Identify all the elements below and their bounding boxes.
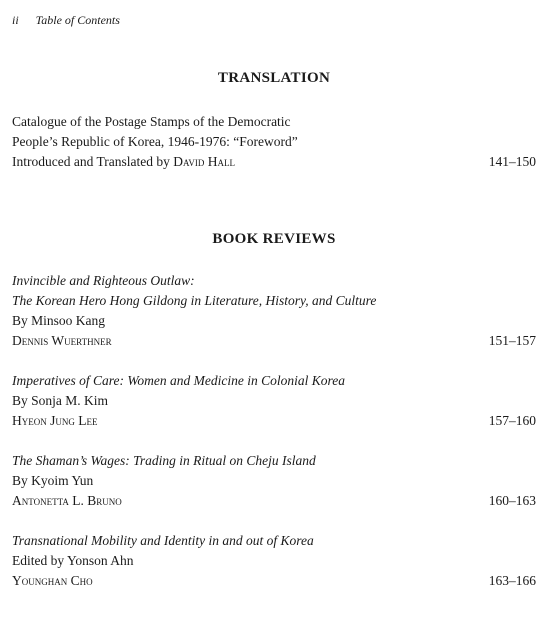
book-title-line: Imperatives of Care: Women and Medicine in Colonial Korea xyxy=(12,373,345,388)
toc-entry-review xyxy=(12,371,536,431)
toc-entry-review xyxy=(12,271,536,351)
entry-title-line: People’s Republic of Korea, 1946-1976: “Foreword” xyxy=(12,134,298,149)
page-range: 160–163 xyxy=(488,493,536,508)
reviewer-name: Hyeon Jung Lee xyxy=(12,413,98,428)
translator-name: David Hall xyxy=(173,154,235,169)
page-range: 151–157 xyxy=(488,333,536,348)
reviewer-name: Dennis Wuerthner xyxy=(12,333,112,348)
toc-entry-review xyxy=(12,451,536,511)
page-number: ii xyxy=(12,13,19,27)
page-range: 141–150 xyxy=(488,154,536,169)
book-author: By Minsoo Kang xyxy=(12,313,106,328)
reviewer-line xyxy=(12,411,536,431)
book-title-line: Invincible and Righteous Outlaw: xyxy=(12,273,195,288)
book-title-line: The Shaman’s Wages: Trading in Ritual on Cheju Island xyxy=(12,453,316,468)
page-range: 163–166 xyxy=(488,573,536,588)
book-title-line: Transnational Mobility and Identity in and out of Korea xyxy=(12,533,314,548)
running-title: Table of Contents xyxy=(35,13,120,27)
running-header xyxy=(12,13,120,28)
entry-title-line: Catalogue of the Postage Stamps of the Democratic xyxy=(12,114,291,129)
reviewer-name: Younghan Cho xyxy=(12,573,93,588)
toc-entry-translation xyxy=(12,112,536,172)
reviewer-line xyxy=(12,571,536,591)
credit-prefix: Introduced and Translated by xyxy=(12,154,174,169)
page-range: 157–160 xyxy=(488,413,536,428)
entry-credit xyxy=(12,152,536,172)
section-title-translation: TRANSLATION xyxy=(217,70,331,86)
section-title-book-reviews: BOOK REVIEWS xyxy=(212,231,336,247)
book-title-line: The Korean Hero Hong Gildong in Literature, History, and Culture xyxy=(12,293,377,308)
toc-entry-review xyxy=(12,531,536,591)
reviewer-line xyxy=(12,491,536,511)
book-author: By Kyoim Yun xyxy=(12,473,94,488)
reviewer-name: Antonetta L. Bruno xyxy=(12,493,122,508)
book-author: By Sonja M. Kim xyxy=(12,393,109,408)
book-author: Edited by Yonson Ahn xyxy=(12,553,134,568)
reviewer-line xyxy=(12,331,536,351)
